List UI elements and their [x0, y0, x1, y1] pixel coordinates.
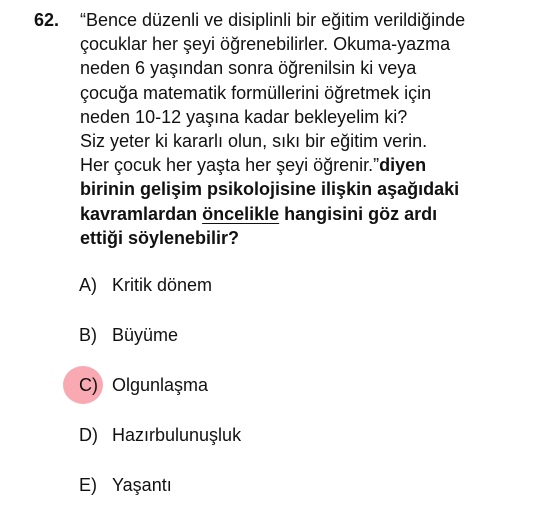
option-e[interactable] [79, 473, 241, 523]
option-text: Hazırbulunuşluk [112, 425, 242, 445]
emphasis-word: öncelikle [202, 203, 280, 224]
option-text: Büyüme [112, 325, 179, 345]
stem-suffix: hangisini göz ardı [279, 203, 438, 224]
question-number: 62. [34, 10, 60, 30]
option-c[interactable] [79, 373, 241, 423]
stem-prefix: kavramlardan [80, 203, 198, 224]
question-line: Siz yeter ki kararlı olun, sıkı bir eğitim verin. [80, 131, 428, 152]
option-text: Olgunlaşma [112, 375, 209, 395]
question-line: neden 10-12 yaşına kadar bekleyelim ki? [80, 106, 408, 127]
option-letter: E) [79, 475, 97, 495]
option-letter: C) [79, 375, 98, 395]
answer-options [79, 273, 241, 523]
stem-lead: diyen [379, 155, 427, 176]
quote-end: Her çocuk her yaşta her şeyi öğrenir.” [80, 155, 380, 176]
option-letter: B) [79, 325, 97, 345]
question-line: çocuğa matematik formüllerini öğretmek için [80, 82, 432, 103]
question-text [80, 8, 540, 250]
question-line: çocuklar her şeyi öğrenebilirler. Okuma-yazma [80, 34, 451, 55]
question-line: neden 6 yaşından sonra öğrenilsin ki veya [80, 58, 417, 79]
stem-line: birinin gelişim psikolojisine ilişkin aşağıdaki [80, 179, 460, 200]
stem-line-emphasis [80, 202, 540, 226]
stem-line-final: ettiği söylenebilir? [80, 227, 240, 248]
question-line-last [80, 153, 540, 177]
option-text: Yaşantı [112, 475, 172, 495]
option-d[interactable] [79, 423, 241, 473]
option-a[interactable] [79, 273, 241, 323]
option-letter: D) [79, 425, 98, 445]
question-line: “Bence düzenli ve disiplinli bir eğitim verildiğinde [80, 10, 466, 30]
option-text: Kritik dönem [112, 275, 213, 295]
option-letter: A) [79, 275, 97, 295]
option-b[interactable] [79, 323, 241, 373]
